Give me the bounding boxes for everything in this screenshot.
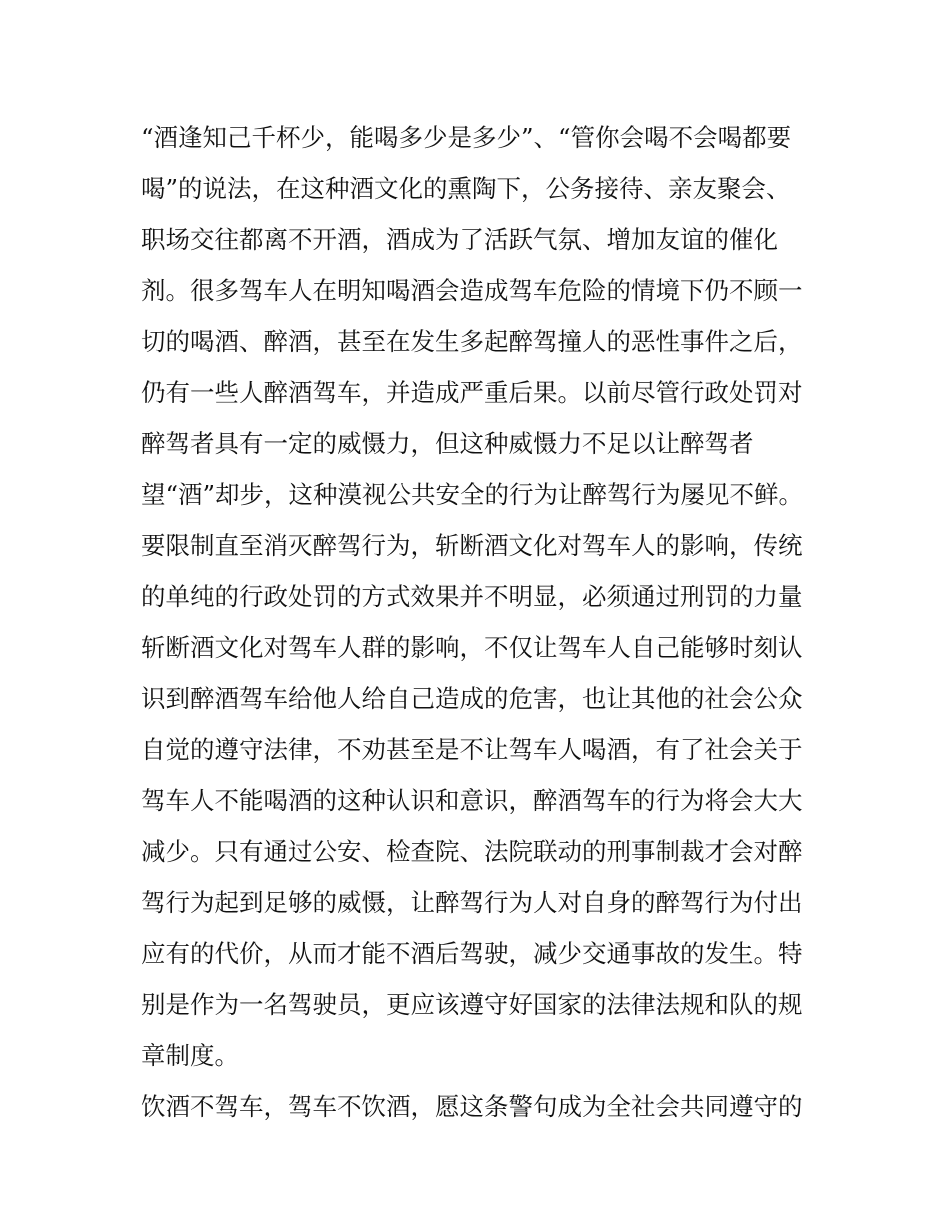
text-line: 章制度。 [141,1041,239,1070]
text-line: 喝”的说法，在这种酒文化的熏陶下，公务接待、亲友聚会、 [141,174,791,203]
paragraph-2 [141,1081,816,1132]
text-line: 的单纯的行政处罚的方式效果并不明显，必须通过刑罚的力量 [141,582,803,611]
text-line: 职场交往都离不开酒，酒成为了活跃气氛、增加友谊的催化 [141,225,778,254]
text-line: 醉驾者具有一定的威慑力，但这种威慑力不足以让醉驾者 [141,429,754,458]
text-line: 斩断酒文化对驾车人群的影响，不仅让驾车人自己能够时刻认 [141,633,803,662]
text-line: 应有的代价，从而才能不酒后驾驶，减少交通事故的发生。特 [141,939,803,968]
document-body [141,112,816,1132]
text-line: 切的喝酒、醉酒，甚至在发生多起醉驾撞人的恶性事件之后， [141,327,803,356]
text-line: “酒逢知己千杯少，能喝多少是多少”、“管你会喝不会喝都要 [141,123,792,152]
text-line: 饮酒不驾车，驾车不饮酒，愿这条警句成为全社会共同遵守的 [141,1092,803,1121]
text-line: 别是作为一名驾驶员，更应该遵守好国家的法律法规和队的规 [141,990,803,1019]
text-line: 驾车人不能喝酒的这种认识和意识，醉酒驾车的行为将会大大 [141,786,803,815]
paragraph-1 [141,112,816,1081]
text-line: 自觉的遵守法律，不劝甚至是不让驾车人喝酒，有了社会关于 [141,735,803,764]
text-line: 要限制直至消灭醉驾行为，斩断酒文化对驾车人的影响，传统 [141,531,803,560]
text-line: 仍有一些人醉酒驾车，并造成严重后果。以前尽管行政处罚对 [141,378,803,407]
text-line: 减少。只有通过公安、检查院、法院联动的刑事制裁才会对醉 [141,837,803,866]
text-line: 剂。很多驾车人在明知喝酒会造成驾车危险的情境下仍不顾一 [141,276,803,305]
text-line: 望“酒”却步，这种漠视公共安全的行为让醉驾行为屡见不鲜。 [141,480,804,509]
text-line: 识到醉酒驾车给他人给自己造成的危害，也让其他的社会公众 [141,684,803,713]
text-line: 驾行为起到足够的威慑，让醉驾行为人对自身的醉驾行为付出 [141,888,803,917]
